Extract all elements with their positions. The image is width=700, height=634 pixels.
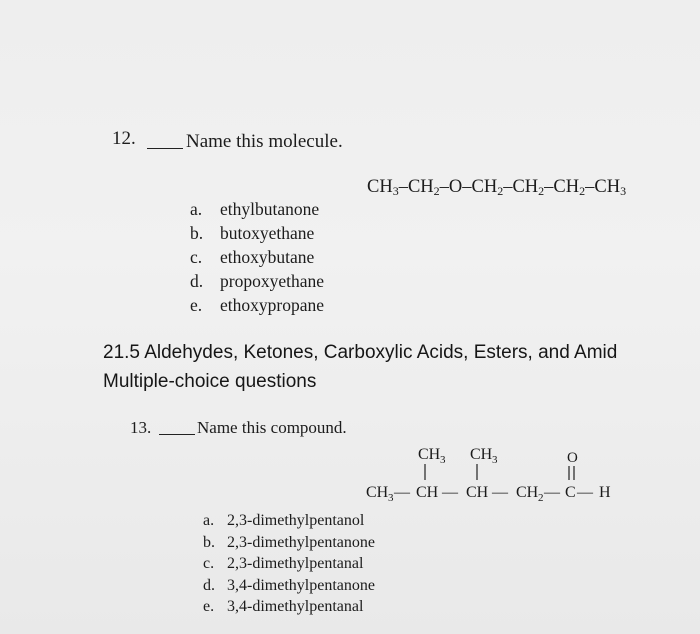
formula-text: –CH: [503, 177, 539, 197]
section-title: 21.5 Aldehydes, Ketones, Carboxylic Acids, Esters, and Amid: [103, 342, 618, 363]
question-13-prompt: Name this compound.: [197, 418, 347, 437]
formula-text: –O–CH: [439, 177, 498, 197]
chain-bond-4: —: [544, 484, 560, 501]
choice-13-a[interactable]: [203, 510, 375, 532]
chain-bond-3: —: [492, 484, 508, 501]
methyl-right-subscript: 3: [492, 454, 498, 466]
question-13-number: 13.: [130, 418, 152, 437]
choice-letter: a.: [203, 512, 215, 529]
choice-text: ethoxybutane: [220, 247, 315, 267]
question-13-choices: [203, 510, 375, 618]
choice-12-b[interactable]: [190, 221, 324, 245]
choice-text: 2,3-dimethylpentanol: [227, 512, 365, 529]
choice-letter: e.: [203, 598, 215, 615]
chain-ch2-subscript: 2: [538, 492, 544, 504]
question-12-choices: [190, 197, 324, 317]
formula-subscript: 2: [433, 184, 440, 198]
choice-letter: c.: [203, 555, 215, 572]
choice-12-d[interactable]: [190, 269, 324, 293]
question-12-formula: [367, 177, 626, 198]
choice-letter: d.: [203, 576, 215, 594]
choice-letter: b.: [190, 223, 204, 243]
chain-hydrogen: H: [599, 484, 611, 501]
chain-bond-2: —: [442, 484, 458, 501]
choice-12-c[interactable]: [190, 245, 324, 269]
formula-text: –CH: [398, 177, 434, 197]
chain-bond-5: —: [577, 484, 593, 501]
formula-subscript: 2: [579, 184, 586, 198]
question-12-number: 12.: [112, 128, 136, 149]
choice-text: butoxyethane: [220, 223, 315, 243]
choice-letter: d.: [190, 271, 204, 291]
formula-subscript: 3: [392, 184, 399, 198]
section-subtitle: Multiple-choice questions: [103, 371, 317, 392]
choice-letter: e.: [190, 295, 203, 315]
choice-13-b[interactable]: [203, 532, 375, 554]
choice-text: 2,3-dimethylpentanal: [227, 555, 364, 572]
chain-ch-a: CH: [416, 484, 439, 501]
methyl-right-text: CH: [470, 446, 493, 463]
choice-13-e[interactable]: [203, 596, 375, 618]
formula-text: CH: [367, 177, 393, 197]
choice-letter: b.: [203, 533, 215, 551]
chain-ch3-subscript: 3: [388, 492, 394, 504]
choice-text: ethylbutanone: [220, 199, 320, 219]
question-13-answer-blank[interactable]: [159, 434, 195, 435]
choice-text: 3,4-dimethylpentanone: [227, 576, 375, 594]
question-13-structure: [360, 440, 630, 512]
question-12-prompt: Name this molecule.: [186, 131, 343, 152]
chain-ch-b: CH: [466, 484, 489, 501]
formula-text: –CH: [544, 177, 580, 197]
methyl-left-subscript: 3: [440, 454, 446, 466]
formula-subscript: 2: [497, 184, 504, 198]
choice-13-c[interactable]: [203, 553, 375, 575]
formula-subscript: 2: [538, 184, 545, 198]
question-12-answer-blank[interactable]: [147, 148, 183, 149]
formula-subscript: 3: [620, 184, 627, 198]
choice-text: 3,4-dimethylpentanal: [227, 598, 364, 615]
choice-text: 2,3-dimethylpentanone: [227, 533, 375, 551]
choice-12-a[interactable]: [190, 197, 324, 221]
chain-carbon: C: [565, 484, 576, 501]
chain-ch3: CH: [366, 484, 389, 501]
choice-text: ethoxypropane: [220, 295, 324, 315]
choice-letter: a.: [190, 199, 203, 219]
methyl-left-text: CH: [418, 446, 441, 463]
formula-text: –CH: [585, 177, 621, 197]
choice-letter: c.: [190, 247, 203, 267]
choice-13-d[interactable]: [203, 575, 375, 597]
choice-text: propoxyethane: [220, 271, 324, 291]
choice-12-e[interactable]: [190, 293, 324, 317]
carbonyl-oxygen: O: [567, 450, 578, 466]
chain-bond-1: —: [394, 484, 410, 501]
chain-ch2: CH: [516, 484, 539, 501]
